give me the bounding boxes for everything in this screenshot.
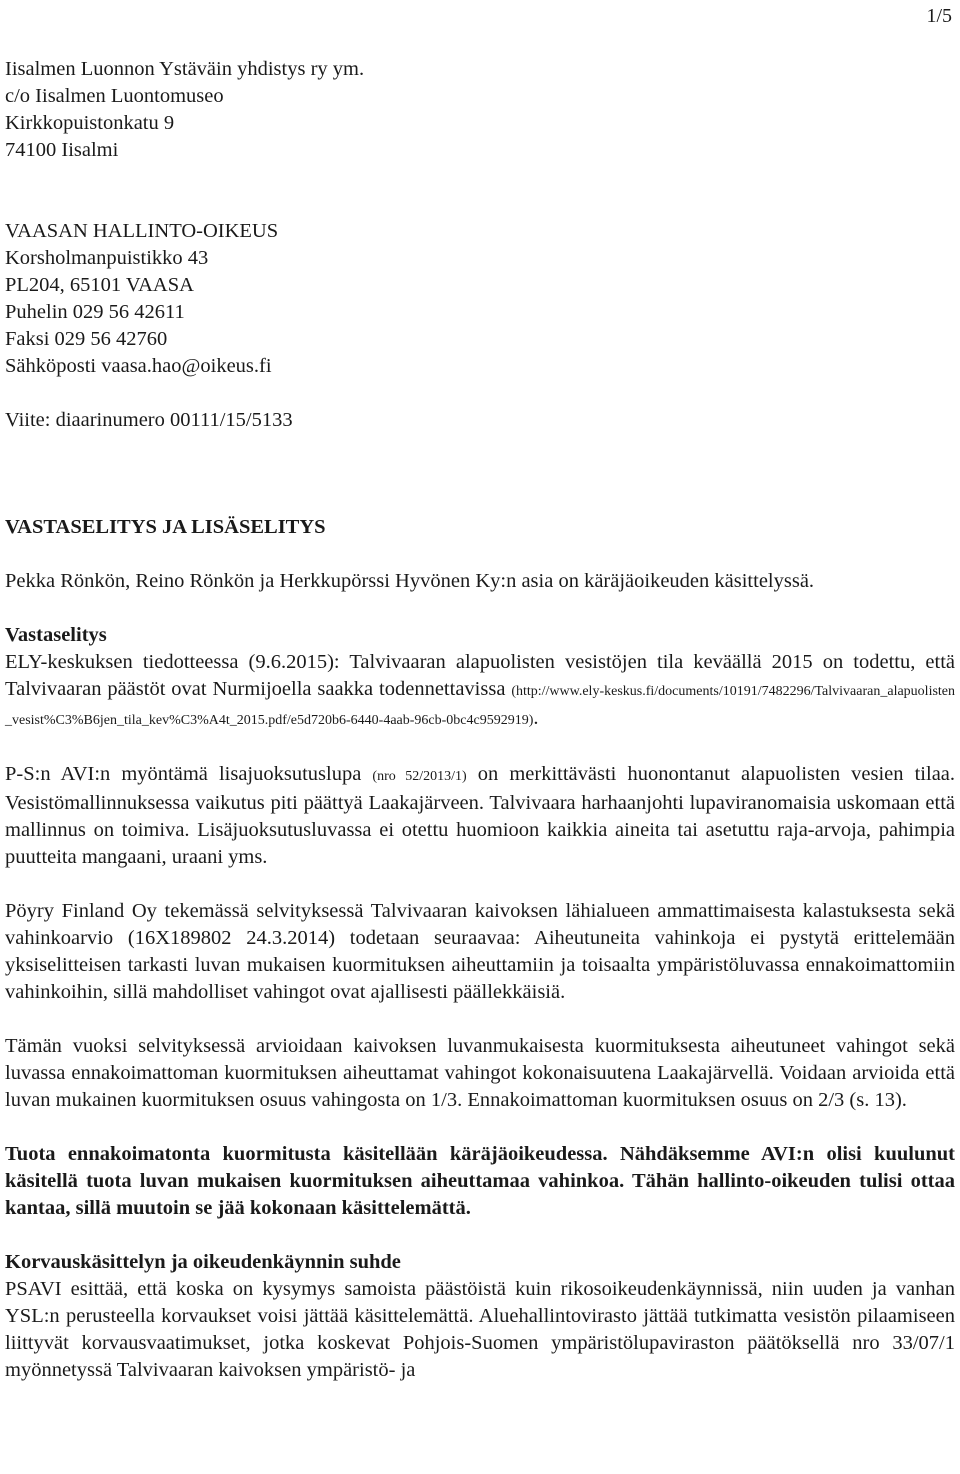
document-body (5, 56, 955, 1384)
recipient-line: PL204, 65101 VAASA (5, 274, 194, 296)
intro-paragraph: Pekka Rönkön, Reino Rönkön ja Herkkupörssi Hyvönen Ky:n asia on käräjäoikeuden käsittelyssä. (5, 570, 815, 592)
paragraph-psavi: PSAVI esittää, että koska on kysymys samoista päästöistä kuin rikosoikeudenkäynnissä, niin uuden ja vanhan YSL:n perusteella korvaukset voisi jättää käsittelemättä. Aluehallintovirasto jättää tutkimatta vesistön pilaamiseen liittyvät korvausvaatimukset, jotka koskevat Pohjois-Suomen ympäristölupaviraston päätöksellä nro 33/07/1 myönnetyssä Talvivaaran kaivoksen ympäristö- ja (5, 1278, 955, 1381)
paragraph-avi-permit (5, 761, 955, 871)
reference-line: Viite: diaarinumero 00111/15/5133 (5, 409, 293, 431)
paragraph-poyry: Pöyry Finland Oy tekemässä selvityksessä Talvivaaran kaivoksen lähialueen ammattimaisesta kalastuksesta sekä vahinkoarvio (16X189802 24.3.2014) todetaan seuraavaa: Aiheutuneita vahinkoja ei pystytä erittelemään yksiselitteisen tarkasti luvan mukaisen kuormituksen aiheuttamiin ja toisaalta ympäristöluvassa ennakoimattomiin vahinkoihin, sillä mahdolliset vahingot ovat ajallisesti päällekkäisiä. (5, 900, 955, 1003)
avi-text-start: P-S:n AVI:n myöntämä lisajuoksutuslupa (5, 763, 362, 785)
sender-line: 74100 Iisalmi (5, 139, 119, 161)
page-number: 1/5 (926, 5, 952, 27)
paragraph-end: . (533, 707, 539, 729)
sender-line: Kirkkopuistonkatu 9 (5, 112, 175, 134)
permit-number: (nro 52/2013/1) (372, 769, 467, 784)
paragraph-assessment: Tämän vuoksi selvityksessä arvioidaan kaivoksen luvanmukaisesta kuormituksesta aiheutuneet vahingot sekä luvassa ennakoimattoman kuormituksen aiheuttamat vahingot kokonaisuutena Laakajärvellä. Voidaan arvioida että luvan mukainen kuormituksen osuus vahingosta on 1/3. Ennakoimattoman kuormituksen osuus on 2/3 (s. 13). (5, 1035, 955, 1111)
recipient-line: Sähköposti vaasa.hao@oikeus.fi (5, 355, 272, 377)
avi-text-end: on merkittävästi huonontanut alapuolisten vesien tilaa. Vesistömallinnuksessa vaikutus piti päättyä Laakajärveen. Talvivaara harhaanjohti lupaviranomaisia uskomaan että mallinnus on toimiva. Lisäjuoksutusluvassa ei otettu huomioon kaikkia aineita tai asetuttu raja-arvoja, pahimpia puutteita mangaani, uraani yms. (5, 763, 956, 868)
recipient-line: Puhelin 029 56 42611 (5, 301, 185, 323)
section-title-vastaselitys: Vastaselitys (5, 624, 107, 646)
source-link[interactable]: (http://www.ely-keskus.fi/documents/10191/7482296/Talvivaaran_alapuolisten_vesist%C3%B6jen_tila_kev%C3%A4t_2015.pdf/e5d720b6-6440-4aab-96cb-0bc4c9592919) (5, 684, 956, 728)
ely-text: ELY-keskuksen tiedotteessa (9.6.2015): Talvivaaran alapuolisten vesistöjen tila keväällä 2015 on todettu, että Talvivaaran päästöt ovat Nurmijoella saakka todennettavissa (5, 651, 955, 700)
sender-address (5, 56, 955, 164)
recipient-address (5, 218, 955, 380)
sender-line: c/o Iisalmen Luontomuseo (5, 85, 224, 107)
sender-line: Iisalmen Luonnon Ystäväin yhdistys ry ym. (5, 58, 365, 80)
recipient-line: Korsholmanpuistikko 43 (5, 247, 209, 269)
section-title-korvauskasittely: Korvauskäsittelyn ja oikeudenkäynnin suhde (5, 1251, 401, 1273)
recipient-line: VAASAN HALLINTO-OIKEUS (5, 220, 279, 242)
paragraph-conclusion: Tuota ennakoimatonta kuormitusta käsitellään käräjäoikeudessa. Nähdäksemme AVI:n olisi kuulunut käsitellä tuota luvan mukaisen kuormituksen aiheuttamaa vahinkoa. Tähän hallinto-oikeuden tulisi ottaa kantaa, sillä muutoin se jää kokonaan käsittelemättä. (5, 1143, 955, 1219)
document-title: VASTASELITYS JA LISÄSELITYS (5, 516, 326, 538)
paragraph-ely (5, 649, 955, 734)
recipient-line: Faksi 029 56 42760 (5, 328, 168, 350)
